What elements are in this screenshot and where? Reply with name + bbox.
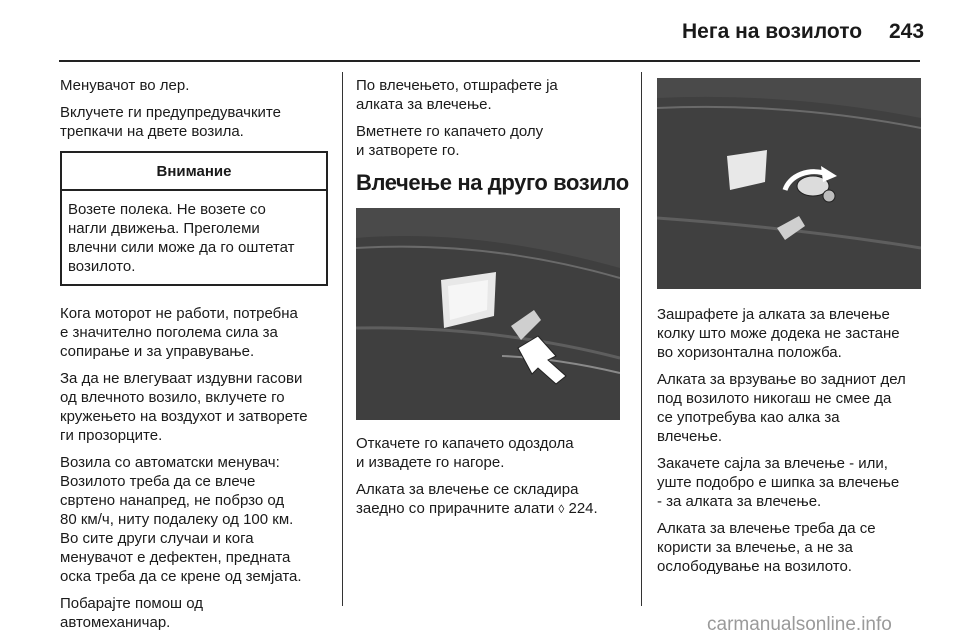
paragraph: Алката за врзување во задниот дел под возилото никогаш не смее да се употребува као алка за влечење. [657, 371, 906, 445]
paragraph: Откачете го капачето одоздола и извадете го нагоре. [356, 435, 574, 471]
section-heading: Влечење на друго возило [356, 170, 629, 195]
paragraph: Алката за влечење треба да се користи за влечење, а не за ослободување на возилото. [657, 520, 876, 575]
notice-text: Возете полека. Не возете со нагли движења. Преголеми влечни сили може да го оштетат возилото. [68, 201, 295, 275]
paragraph: Возила со автоматски менувач: Возилото треба да се влече свртено нанапред, не побрзо од 80 км/ч, ниту подалеку од 100 км. Во сите други случаи и кога менувачот е дефектен, предната оска треба да се крене од земјата. [60, 454, 302, 585]
page-number: 243 [889, 20, 925, 43]
paragraph: Менувачот во лер. [60, 77, 190, 94]
warning-notice [60, 151, 328, 286]
bumper-cover-illustration [356, 208, 620, 420]
notice-title: Внимание [62, 153, 326, 191]
paragraph [356, 480, 628, 519]
paragraph: Закачете сајла за влечење - или, уште подобро е шипка за влечење - за алката за влечење. [657, 455, 900, 510]
paragraph: Зашрафете ја алката за влечење колку што може додека не застане во хоризонтална положба. [657, 306, 900, 361]
paragraph: Вклучете ги предупредувачките трепкачи на двете возила. [60, 104, 281, 140]
header-rule [59, 60, 920, 62]
paragraph: Побарајте помош од автомеханичар. [60, 595, 204, 631]
paragraph-text: Алката за влечење се складира заедно со прирачните алати [356, 481, 579, 517]
page-reference-arrow-icon: ◊ [558, 502, 565, 516]
page-reference[interactable]: 224. [568, 500, 598, 517]
column-divider-right [641, 72, 642, 606]
column-middle [356, 76, 628, 527]
paragraph: По влечењето, отшрафете ја алката за влечење. [356, 77, 558, 113]
paragraph: Вметнете го капачето долу и затворете го. [356, 123, 544, 159]
column-left [60, 76, 328, 640]
column-divider-left [342, 72, 343, 606]
paragraph: Кога моторот не работи, потребна е значително поголема сила за сопирање и за управување. [60, 305, 298, 360]
paragraph: За да не влегуваат издувни гасови од влечното возило, вклучете го кружењето на воздухот и затворете ги прозорците. [60, 370, 308, 444]
watermark: carmanualsonline.info [707, 614, 892, 635]
column-right [657, 76, 929, 584]
page-header-title: Нега на возилото [682, 20, 863, 43]
towing-eye-illustration [657, 78, 921, 289]
